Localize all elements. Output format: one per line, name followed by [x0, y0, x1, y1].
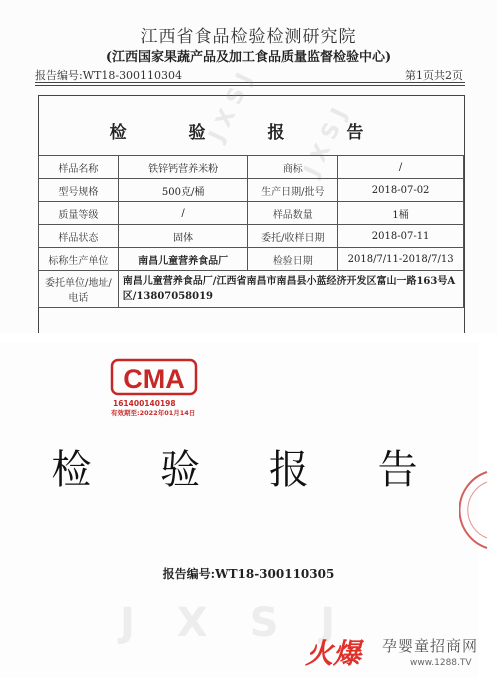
- table-row: [39, 179, 464, 202]
- client-value: 南昌儿童营养食品厂/江西省南昌市南昌县小蓝经济开发区富山一路163号A区/13807058019: [118, 271, 463, 308]
- table-row: [39, 202, 464, 225]
- client-label: 委托单位/地址/电话: [39, 271, 119, 308]
- brand-logo: 火爆: [305, 637, 362, 670]
- site-url: www.1288.TV: [410, 658, 472, 668]
- page-info: 第1页共2页: [405, 69, 463, 82]
- site-name: 孕婴童招商网: [382, 637, 479, 655]
- cma-valid-date: 有效期至:2022年01月14日: [111, 409, 196, 417]
- table-cell: 委托/收样日期: [248, 225, 338, 248]
- table-cell: 500克/桶: [118, 179, 248, 202]
- table-cell: /: [338, 156, 464, 179]
- table-cell: /: [118, 202, 248, 225]
- table-cell: 2018-07-02: [338, 179, 464, 202]
- watermark-jxsj: J X S J: [120, 600, 350, 646]
- table-cell: 铁锌钙营养米粉: [118, 156, 248, 179]
- table-cell: 1桶: [338, 202, 464, 225]
- cover-report-number: 报告编号:WT18-300110305: [162, 567, 335, 581]
- institute-title: 江西省食品检验检测研究院: [140, 27, 357, 47]
- table-cell: 型号规格: [39, 179, 119, 202]
- table-cell: 固体: [118, 225, 248, 248]
- table-cell: 南昌儿童营养食品厂: [118, 248, 248, 271]
- table-row: [39, 271, 464, 308]
- red-stamp-icon: [459, 470, 489, 550]
- table-row: [39, 156, 464, 179]
- cma-number: 161400140198: [113, 399, 176, 408]
- inspection-table: [38, 155, 464, 308]
- table-cell: 2018/7/11-2018/7/13: [338, 248, 464, 271]
- table-cell: 生产日期/批号: [248, 179, 338, 202]
- report-number: 报告编号:WT18-300110304: [35, 69, 183, 82]
- table-row: [39, 248, 464, 271]
- inspection-title: 检 验 报 告: [109, 123, 392, 143]
- table-cell: 检验日期: [248, 248, 338, 271]
- table-row: [39, 225, 464, 248]
- watermark-jxsj: J X S J: [204, 69, 258, 146]
- center-subtitle: (江西国家果蔬产品及加工食品质量监督检验中心): [105, 50, 392, 65]
- table-cell: 标称生产单位: [39, 248, 119, 271]
- cover-title: 检 验 报 告: [51, 447, 446, 493]
- watermark-jxsj: J X S J: [299, 104, 353, 181]
- cma-seal-icon: [110, 357, 198, 397]
- table-cell: 质量等级: [39, 202, 119, 225]
- table-cell: 商标: [248, 156, 338, 179]
- table-cell: 样品数量: [248, 202, 338, 225]
- cma-seal-text: CMA: [123, 364, 185, 394]
- report-page-1: [0, 0, 497, 333]
- table-cell: 样品名称: [39, 156, 119, 179]
- table-cell: 样品状态: [39, 225, 119, 248]
- table-cell: 2018-07-11: [338, 225, 464, 248]
